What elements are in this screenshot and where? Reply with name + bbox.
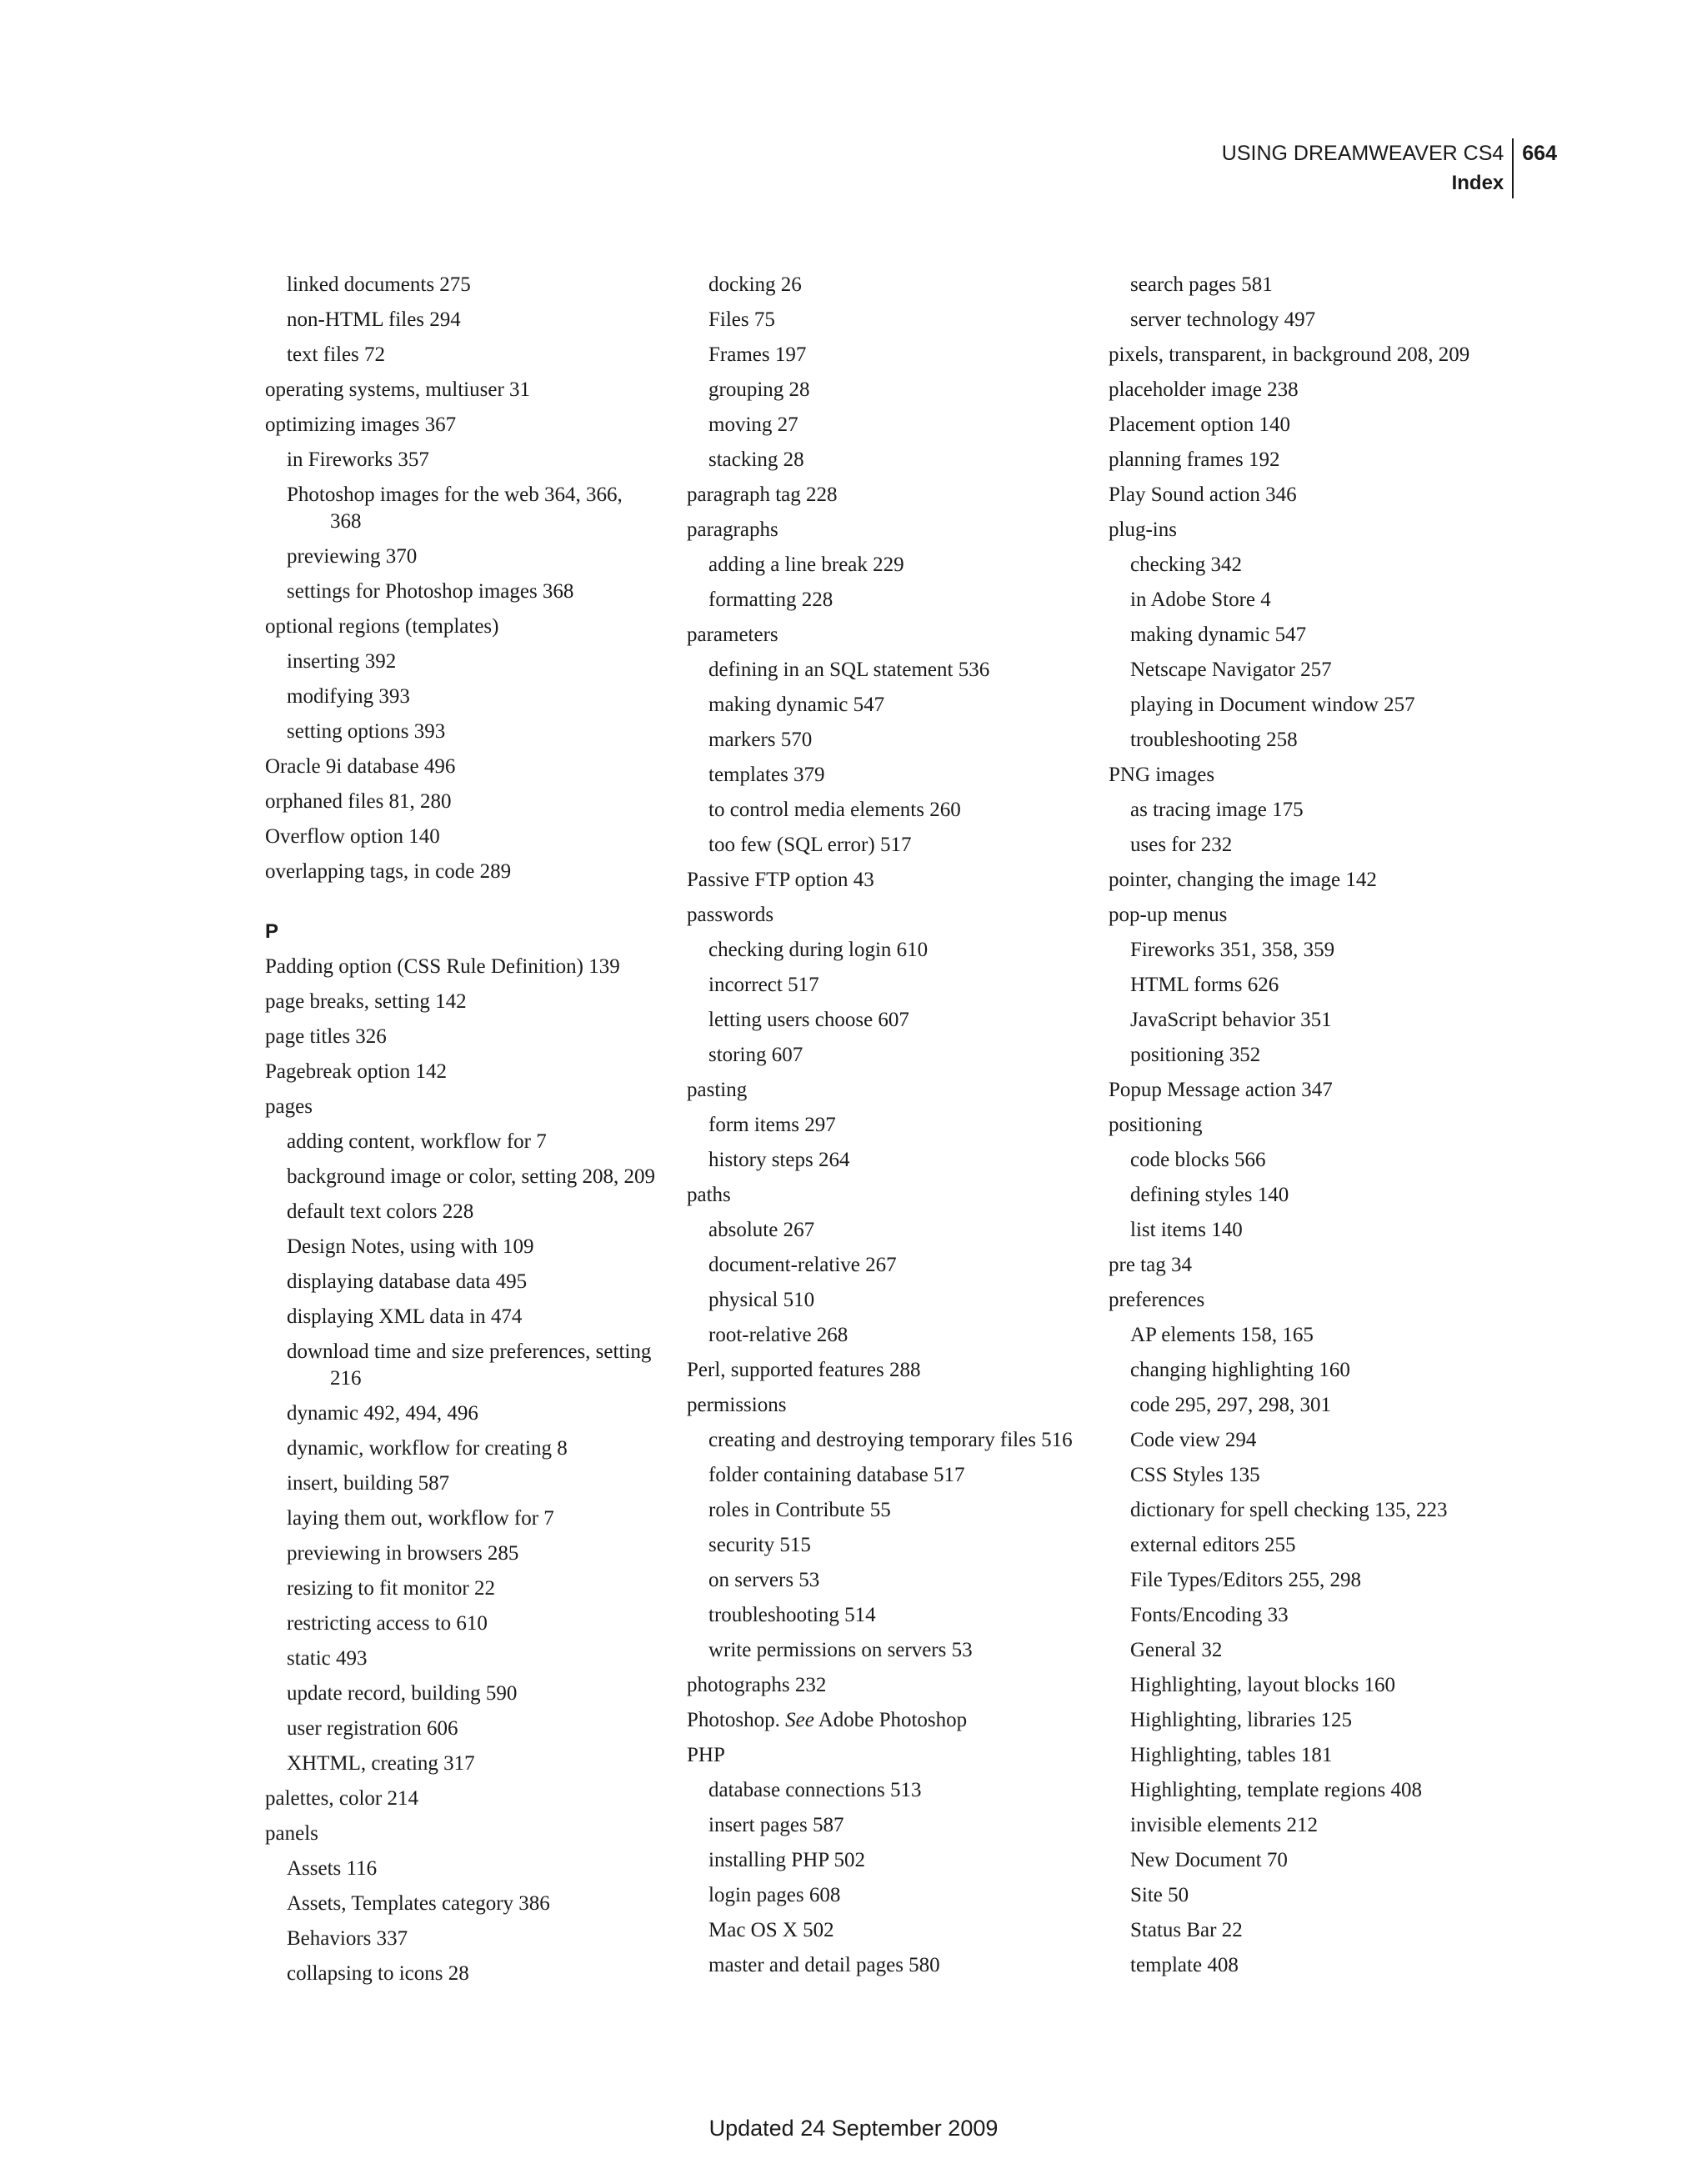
letter-heading: P <box>265 920 279 943</box>
index-entry: Padding option (CSS Rule Definition) 139 <box>265 955 620 978</box>
index-subentry: Mac OS X 502 <box>708 1919 834 1941</box>
page-number: 664 <box>1522 142 1557 165</box>
index-subentry: login pages 608 <box>708 1884 841 1906</box>
index-subentry: CSS Styles 135 <box>1130 1464 1260 1486</box>
index-subentry: text files 72 <box>287 343 386 366</box>
index-subentry: JavaScript behavior 351 <box>1130 1009 1332 1031</box>
index-entry: page breaks, setting 142 <box>265 990 467 1013</box>
index-subentry: code blocks 566 <box>1130 1149 1266 1171</box>
index-entry: Placement option 140 <box>1109 413 1291 436</box>
index-subentry: Netscape Navigator 257 <box>1130 659 1332 681</box>
index-subentry: checking during login 610 <box>708 939 929 961</box>
index-subentry: installing PHP 502 <box>708 1849 865 1871</box>
index-subentry: background image or color, setting 208, 209 <box>287 1165 655 1188</box>
index-subentry: root-relative 268 <box>708 1324 848 1346</box>
index-subentry: Highlighting, tables 181 <box>1130 1744 1333 1766</box>
index-subentry: search pages 581 <box>1130 273 1273 296</box>
index-subentry: as tracing image 175 <box>1130 799 1304 821</box>
index-subentry: inserting 392 <box>287 650 397 673</box>
index-entry: Perl, supported features 288 <box>687 1359 921 1381</box>
index-subentry: uses for 232 <box>1130 834 1233 856</box>
index-entry: optional regions (templates) <box>265 615 499 638</box>
index-subentry: Fireworks 351, 358, 359 <box>1130 939 1335 961</box>
index-subentry: Design Notes, using with 109 <box>287 1235 534 1258</box>
index-entry: PHP <box>687 1744 725 1766</box>
index-subentry: creating and destroying temporary files 516 <box>708 1429 1073 1451</box>
index-entry: operating systems, multiuser 31 <box>265 378 531 401</box>
index-entry: Overflow option 140 <box>265 825 440 848</box>
index-entry: pixels, transparent, in background 208, 209 <box>1109 343 1470 366</box>
index-subentry: insert, building 587 <box>287 1472 450 1495</box>
index-entry: pre tag 34 <box>1109 1254 1192 1276</box>
index-subentry: invisible elements 212 <box>1130 1814 1318 1836</box>
index-subentry: moving 27 <box>708 413 798 436</box>
index-subentry: File Types/Editors 255, 298 <box>1130 1569 1361 1591</box>
index-subentry: physical 510 <box>708 1289 815 1311</box>
index-subentry: setting options 393 <box>287 720 446 743</box>
index-subentry: defining styles 140 <box>1130 1184 1289 1206</box>
index-entry: Passive FTP option 43 <box>687 869 874 891</box>
index-subentry: security 515 <box>708 1534 811 1556</box>
index-column-1 <box>265 272 657 1996</box>
index-subentry: formatting 228 <box>708 589 833 611</box>
index-subentry: non-HTML files 294 <box>287 308 461 331</box>
index-subentry: Site 50 <box>1130 1884 1189 1906</box>
index-subentry: stacking 28 <box>708 448 804 471</box>
index-subentry: code 295, 297, 298, 301 <box>1130 1394 1331 1416</box>
index-subentry: to control media elements 260 <box>708 799 961 821</box>
index-subentry: letting users choose 607 <box>708 1009 909 1031</box>
index-entry: pages <box>265 1095 313 1118</box>
index-subentry: Highlighting, template regions 408 <box>1130 1779 1422 1801</box>
index-subentry: Frames 197 <box>708 343 807 366</box>
index-subentry: restricting access to 610 <box>287 1612 488 1635</box>
see-target: Adobe Photoshop <box>818 1709 968 1731</box>
index-subentry: troubleshooting 258 <box>1130 729 1298 751</box>
index-subentry: form items 297 <box>708 1114 836 1136</box>
index-subentry: previewing 370 <box>287 545 418 568</box>
index-subentry: list items 140 <box>1130 1219 1243 1241</box>
index-subentry: too few (SQL error) 517 <box>708 834 912 856</box>
index-subentry: displaying database data 495 <box>287 1270 528 1293</box>
index-entry: paragraph tag 228 <box>687 483 838 506</box>
index-subentry: making dynamic 547 <box>708 694 885 716</box>
index-subentry: Assets 116 <box>287 1857 378 1880</box>
index-subentry: making dynamic 547 <box>1130 624 1307 646</box>
index-subentry: Behaviors 337 <box>287 1927 408 1950</box>
index-subentry: download time and size preferences, setting 216 <box>287 1340 652 1390</box>
index-subentry: Photoshop images for the web 364, 366, 368 <box>287 483 623 533</box>
index-subentry: docking 26 <box>708 273 802 296</box>
index-entry: permissions <box>687 1394 787 1416</box>
index-entry: preferences <box>1109 1289 1205 1311</box>
index-subentry: external editors 255 <box>1130 1534 1296 1556</box>
header-text-block <box>1222 138 1512 198</box>
index-subentry: master and detail pages 580 <box>708 1954 940 1976</box>
index-subentry: resizing to fit monitor 22 <box>287 1577 495 1600</box>
index-subentry: General 32 <box>1130 1639 1223 1661</box>
index-subentry: document-relative 267 <box>708 1254 897 1276</box>
index-entry: Pagebreak option 142 <box>265 1060 448 1083</box>
index-subentry: modifying 393 <box>287 685 410 708</box>
index-entry-cross-reference <box>687 1707 1079 1734</box>
index-subentry: settings for Photoshop images 368 <box>287 580 574 603</box>
index-subentry: incorrect 517 <box>708 974 819 996</box>
index-subentry: previewing in browsers 285 <box>287 1542 519 1565</box>
index-subentry: Assets, Templates category 386 <box>287 1892 550 1915</box>
index-subentry: XHTML, creating 317 <box>287 1752 475 1775</box>
index-subentry: template 408 <box>1130 1954 1239 1976</box>
index-subentry: dynamic, workflow for creating 8 <box>287 1437 568 1460</box>
index-subentry: update record, building 590 <box>287 1682 518 1705</box>
index-entry: plug-ins <box>1109 518 1177 541</box>
index-entry: paths <box>687 1184 731 1206</box>
index-subentry: absolute 267 <box>708 1219 815 1241</box>
index-entry: positioning <box>1109 1114 1203 1136</box>
index-entry: photographs 232 <box>687 1674 827 1696</box>
index-subentry: playing in Document window 257 <box>1130 694 1415 716</box>
index-subentry: history steps 264 <box>708 1149 850 1171</box>
index-subentry: AP elements 158, 165 <box>1130 1324 1314 1346</box>
index-subentry: adding a line break 229 <box>708 554 904 576</box>
index-subentry: changing highlighting 160 <box>1130 1359 1350 1381</box>
index-entry: paragraphs <box>687 518 778 541</box>
entry-term: Photoshop. <box>687 1709 780 1731</box>
index-entry: PNG images <box>1109 764 1215 786</box>
index-subentry: user registration 606 <box>287 1717 458 1740</box>
page-footer: Updated 24 September 2009 <box>708 2116 999 2141</box>
index-subentry: in Adobe Store 4 <box>1130 589 1271 611</box>
index-entry: planning frames 192 <box>1109 448 1280 471</box>
index-subentry: roles in Contribute 55 <box>708 1499 891 1521</box>
index-subentry: linked documents 275 <box>287 273 471 296</box>
book-title: USING DREAMWEAVER CS4 <box>1221 142 1504 165</box>
index-subentry: dictionary for spell checking 135, 223 <box>1130 1499 1448 1521</box>
index-subentry: database connections 513 <box>708 1779 922 1801</box>
index-entry: overlapping tags, in code 289 <box>265 860 512 883</box>
index-entry: optimizing images 367 <box>265 413 457 436</box>
index-entry: pop-up menus <box>1109 904 1228 926</box>
index-subentry: Files 75 <box>708 308 775 331</box>
index-subentry: New Document 70 <box>1130 1849 1288 1871</box>
index-column-3 <box>1109 272 1500 1987</box>
section-title: Index <box>1451 172 1504 194</box>
index-subentry: Fonts/Encoding 33 <box>1130 1604 1289 1626</box>
index-column-2 <box>687 272 1079 1987</box>
index-subentry: positioning 352 <box>1130 1044 1261 1066</box>
index-subentry: Code view 294 <box>1130 1429 1257 1451</box>
index-subentry: markers 570 <box>708 729 813 751</box>
index-subentry: collapsing to icons 28 <box>287 1962 469 1985</box>
index-subentry: default text colors 228 <box>287 1200 474 1223</box>
index-entry: Popup Message action 347 <box>1109 1079 1333 1101</box>
index-entry: page titles 326 <box>265 1025 387 1048</box>
index-subentry: folder containing database 517 <box>708 1464 965 1486</box>
index-subentry: adding content, workflow for 7 <box>287 1130 547 1153</box>
index-entry: panels <box>265 1822 318 1845</box>
running-header <box>1222 138 1557 198</box>
index-subentry: Status Bar 22 <box>1130 1919 1243 1941</box>
index-subentry: dynamic 492, 494, 496 <box>287 1402 478 1425</box>
index-subentry: grouping 28 <box>708 378 810 401</box>
index-subentry: insert pages 587 <box>708 1814 844 1836</box>
index-subentry: defining in an SQL statement 536 <box>708 659 990 681</box>
index-subentry: displaying XML data in 474 <box>287 1305 523 1328</box>
index-subentry: write permissions on servers 53 <box>708 1639 973 1661</box>
index-subentry: templates 379 <box>708 764 825 786</box>
index-entry: parameters <box>687 624 778 646</box>
index-entry: pointer, changing the image 142 <box>1109 869 1377 891</box>
index-subentry: checking 342 <box>1130 554 1242 576</box>
index-subentry: HTML forms 626 <box>1130 974 1279 996</box>
index-entry: Play Sound action 346 <box>1109 483 1297 506</box>
index-entry: placeholder image 238 <box>1109 378 1299 401</box>
index-entry: orphaned files 81, 280 <box>265 790 452 813</box>
index-entry: palettes, color 214 <box>265 1787 418 1810</box>
index-subentry: Highlighting, libraries 125 <box>1130 1709 1352 1731</box>
see-label: See <box>785 1709 814 1731</box>
index-subentry: in Fireworks 357 <box>287 448 429 471</box>
index-entry: passwords <box>687 904 774 926</box>
index-entry: Oracle 9i database 496 <box>265 755 456 778</box>
index-subentry: laying them out, workflow for 7 <box>287 1507 554 1530</box>
index-subentry: Highlighting, layout blocks 160 <box>1130 1674 1396 1696</box>
index-subentry: storing 607 <box>708 1044 803 1066</box>
index-subentry: static 493 <box>287 1647 368 1670</box>
index-subentry: troubleshooting 514 <box>708 1604 876 1626</box>
index-subentry: on servers 53 <box>708 1569 820 1591</box>
index-entry: pasting <box>687 1079 748 1101</box>
index-subentry: server technology 497 <box>1130 308 1316 331</box>
